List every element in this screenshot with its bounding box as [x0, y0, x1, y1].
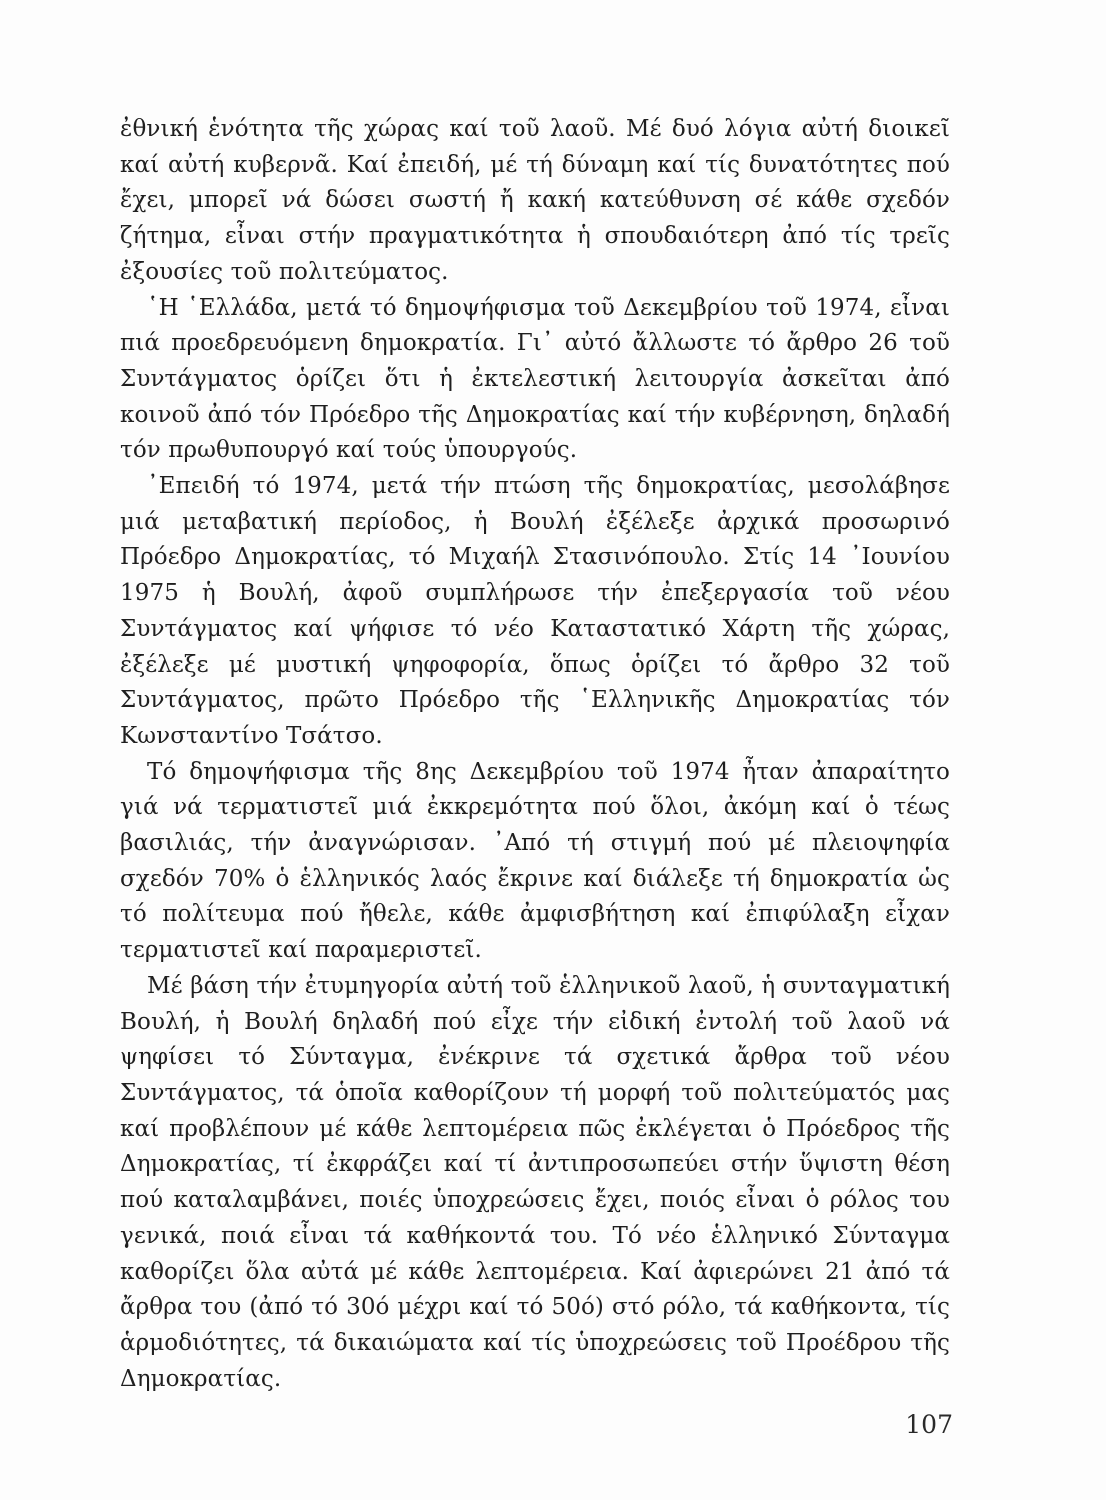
paragraph-2: ῾Η ῾Ελλάδα, μετά τό δημοψήφισμα τοῦ Δεκεμβρίου τοῦ 1974, εἶναι πιά προεδρευόμενη δημοκρατία. Γι᾽ αὐτό ἄλλωστε τό ἄρθρο 26 τοῦ Συντάγματος ὁρίζει ὅτι ἡ ἐκτελεστική λειτουργία ἀσκεῖται ἀπό κοινοῦ ἀπό τόν Πρόεδρο τῆς Δημοκρατίας καί τήν κυβέρνηση, δηλαδή τόν πρωθυπουργό καί τούς ὑπουργούς. — [120, 294, 950, 464]
paragraph-1: ἐθνική ἑνότητα τῆς χώρας καί τοῦ λαοῦ. Μέ δυό λόγια αὐτή διοικεῖ καί αὐτή κυβερνᾶ. Καί ἐπειδή, μέ τή δύναμη καί τίς δυνατότητες πού ἔχει, μπορεῖ νά δώσει σωστή ἤ κακή κατεύθυνση σέ κάθε σχεδόν ζήτημα, εἶναι στήν πραγματικότητα ἡ σπουδαιότερη ἀπό τίς τρεῖς ἐξουσίες τοῦ πολιτεύματος. — [120, 116, 950, 285]
page-number: 107 — [905, 1410, 953, 1439]
body-text — [120, 112, 950, 1397]
paragraph-5: Μέ βάση τήν ἐτυμηγορία αὐτή τοῦ ἑλληνικοῦ λαοῦ, ἡ συνταγματική Βουλή, ἡ Βουλή δηλαδή πού εἶχε τήν εἰδική ἐντολή τοῦ λαοῦ νά ψηφίσει τό Σύνταγμα, ἐνέκρινε τά σχετικά ἄρθρα τοῦ νέου Συντάγματος, τά ὁποῖα καθορίζουν τή μορφή τοῦ πολιτεύματός μας καί προβλέπουν μέ κάθε λεπτομέρεια πῶς ἐκλέγεται ὁ Πρόεδρος τῆς Δημοκρατίας, τί ἐκφράζει καί τί ἀντιπροσωπεύει στήν ὕψιστη θέση πού καταλαμβάνει, ποιές ὑποχρεώσεις ἔχει, ποιός εἶναι ὁ ρόλος του γενικά, ποιά εἶναι τά καθήκοντά του. Τό νέο ἑλληνικό Σύνταγμα καθορίζει ὅλα αὐτά μέ κάθε λεπτομέρεια. Καί ἀφιερώνει 21 ἀπό τά ἄρθρα του (ἀπό τό 30ό μέχρι καί τό 50ό) στό ρόλο, τά καθήκοντα, τίς ἁρμοδιότητες, τά δικαιώματα καί τίς ὑποχρεώσεις τοῦ Προέδρου τῆς Δημοκρατίας. — [120, 972, 950, 1392]
paragraph-3: ᾽Επειδή τό 1974, μετά τήν πτώση τῆς δημοκρατίας, μεσολάβησε μιά μεταβατική περίοδος, ἡ Βουλή ἐξέλεξε ἀρχικά προσωρινό Πρόεδρο Δημοκρατίας, τό Μιχαήλ Στασινόπουλο. Στίς 14 ᾽Ιουνίου 1975 ἡ Βουλή, ἀφοῦ συμπλήρωσε τήν ἐπεξεργασία τοῦ νέου Συντάγματος καί ψήφισε τό νέο Καταστατικό Χάρτη τῆς χώρας, ἐξέλεξε μέ μυστική ψηφοφορία, ὅπως ὁρίζει τό ἄρθρο 32 τοῦ Συντάγματος, πρῶτο Πρόεδρο τῆς ῾Ελληνικῆς Δημοκρατίας τόν Κωνσταντίνο Τσάτσο. — [120, 473, 950, 749]
paragraph-4: Τό δημοψήφισμα τῆς 8ης Δεκεμβρίου τοῦ 1974 ἦταν ἀπαραίτητο γιά νά τερματιστεῖ μιά ἐκκρεμότητα πού ὅλοι, ἀκόμη καί ὁ τέως βασιλιάς, τήν ἀναγνώρισαν. ᾽Από τή στιγμή πού μέ πλειοψηφία σχεδόν 70% ὁ ἑλληνικός λαός ἔκρινε καί διάλεξε τή δημοκρατία ὡς τό πολίτευμα πού ἤθελε, κάθε ἀμφισβήτηση καί ἐπιφύλαξη εἶχαν τερματιστεῖ καί παραμεριστεῖ. — [120, 758, 950, 964]
